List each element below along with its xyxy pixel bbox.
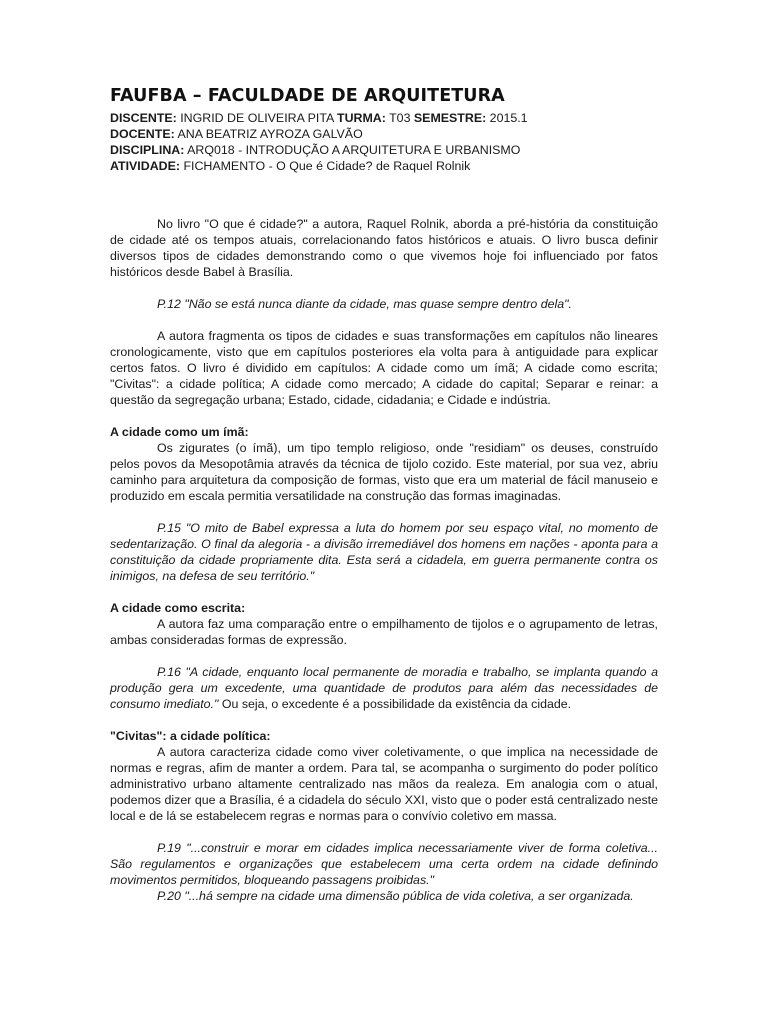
document-page <box>110 86 658 904</box>
meta-atividade-line <box>110 158 658 174</box>
disciplina-label: DISCIPLINA: <box>110 143 185 157</box>
overview-paragraph: A autora fragmenta os tipos de cidades e suas transformações em capítulos não lineares cronologicamente, visto que em capítulos posteriores ela volta para à antiguidade para explicar certos fatos. O livro é dividido em capítulos: A cidade como um ímã; A cidade como escrita; "Civitas": a cidade política; A cidade como mercado; A cidade do capital; Separar e reinar: a questão da segregação urbana; Estado, cidade, cidadania; e Cidade e indústria. <box>110 329 658 407</box>
document-title: FAUFBA – FACULDADE DE ARQUITETURA <box>110 86 505 106</box>
atividade-value: FICHAMENTO - O Que é Cidade? de Raquel Rolnik <box>183 159 471 173</box>
quote-p16-commentary: Ou seja, o excedente é a possibilidade da existência da cidade. <box>218 697 572 711</box>
section-ima-paragraph: Os zigurates (o ímã), um tipo templo religioso, onde "residiam" os deuses, construído pelos povos da Mesopotâmia através da técnica de tijolo cozido. Este material, por sua vez, abriu caminho para arquitetura da composição de formas, visto que era um material de fácil manuseio e produzido em escala permitia versatilidade na construção das formas imaginadas. <box>110 441 658 503</box>
turma-value: T03 <box>389 111 411 125</box>
document-body <box>110 216 658 904</box>
atividade-label: ATIVIDADE: <box>110 159 180 173</box>
docente-value: ANA BEATRIZ AYROZA GALVÃO <box>177 127 363 141</box>
quote-p20: P.20 "...há sempre na cidade uma dimensão pública de vida coletiva, a ser organizada. <box>157 889 634 903</box>
discente-value: INGRID DE OLIVEIRA PITA <box>180 111 334 125</box>
section-heading-escrita: A cidade como escrita: <box>110 601 246 615</box>
quote-p12: P.12 "Não se está nunca diante da cidade, mas quase sempre dentro dela". <box>157 297 572 311</box>
quote-p19: P.19 "...construir e morar em cidades implica necessariamente viver de forma coletiva... São regulamentos e organizações que estabelecem uma certa ordem na cidade definindo movimentos permitidos, bloqueando passagens proibidas." <box>110 841 658 887</box>
docente-label: DOCENTE: <box>110 127 175 141</box>
intro-paragraph: No livro "O que é cidade?" a autora, Raquel Rolnik, aborda a pré-história da constituição de cidade até os tempos atuais, correlacionando fatos históricos e atuais. O livro busca definir diversos tipos de cidades demonstrando como o que vivemos hoje foi influenciado por fatos históricos desde Babel à Brasília. <box>110 217 658 279</box>
meta-disciplina-line <box>110 142 658 158</box>
semestre-label: SEMESTRE: <box>413 111 487 125</box>
semestre-value: 2015.1 <box>489 111 528 125</box>
turma-label: TURMA: <box>337 111 386 125</box>
quote-p15: P.15 "O mito de Babel expressa a luta do homem por seu espaço vital, no momento de sedentarização. O final da alegoria - a divisão irremediável dos homens em nações - aponta para a constituição da cidade propriamente dita. Esta será a cidadela, em guerra permanente contra os inimigos, na defesa de seu território." <box>110 521 658 583</box>
meta-docente-line <box>110 126 658 142</box>
section-escrita-paragraph: A autora faz uma comparação entre o empilhamento de tijolos e o agrupamento de letras, ambas consideradas formas de expressão. <box>110 617 658 647</box>
section-heading-ima: A cidade como um ímã: <box>110 425 249 439</box>
section-civitas-paragraph: A autora caracteriza cidade como viver coletivamente, o que implica na necessidade de normas e regras, afim de manter a ordem. Para tal, se acompanha o surgimento do poder político administrativo urbano altamente centralizado nas mãos da realeza. Em analogia com o atual, podemos dizer que a Brasília, é a cidadela do século XXI, visto que o poder está centralizado neste local e de lá se estabelecem regras e normas para o convívio coletivo em massa. <box>110 745 658 823</box>
quote-p16: P.16 "A cidade, enquanto local permanente de moradia e trabalho, se implanta quando a produção gera um excedente, uma quantidade de produtos para além das necessidades de consumo imediato." <box>110 665 658 711</box>
quote-p16-paragraph <box>110 664 658 712</box>
discente-label: DISCENTE: <box>110 111 177 125</box>
section-heading-civitas: "Civitas": a cidade política: <box>110 729 271 743</box>
meta-discente-line <box>110 110 658 126</box>
disciplina-value: ARQ018 - INTRODUÇÃO A ARQUITETURA E URBANISMO <box>187 143 521 157</box>
